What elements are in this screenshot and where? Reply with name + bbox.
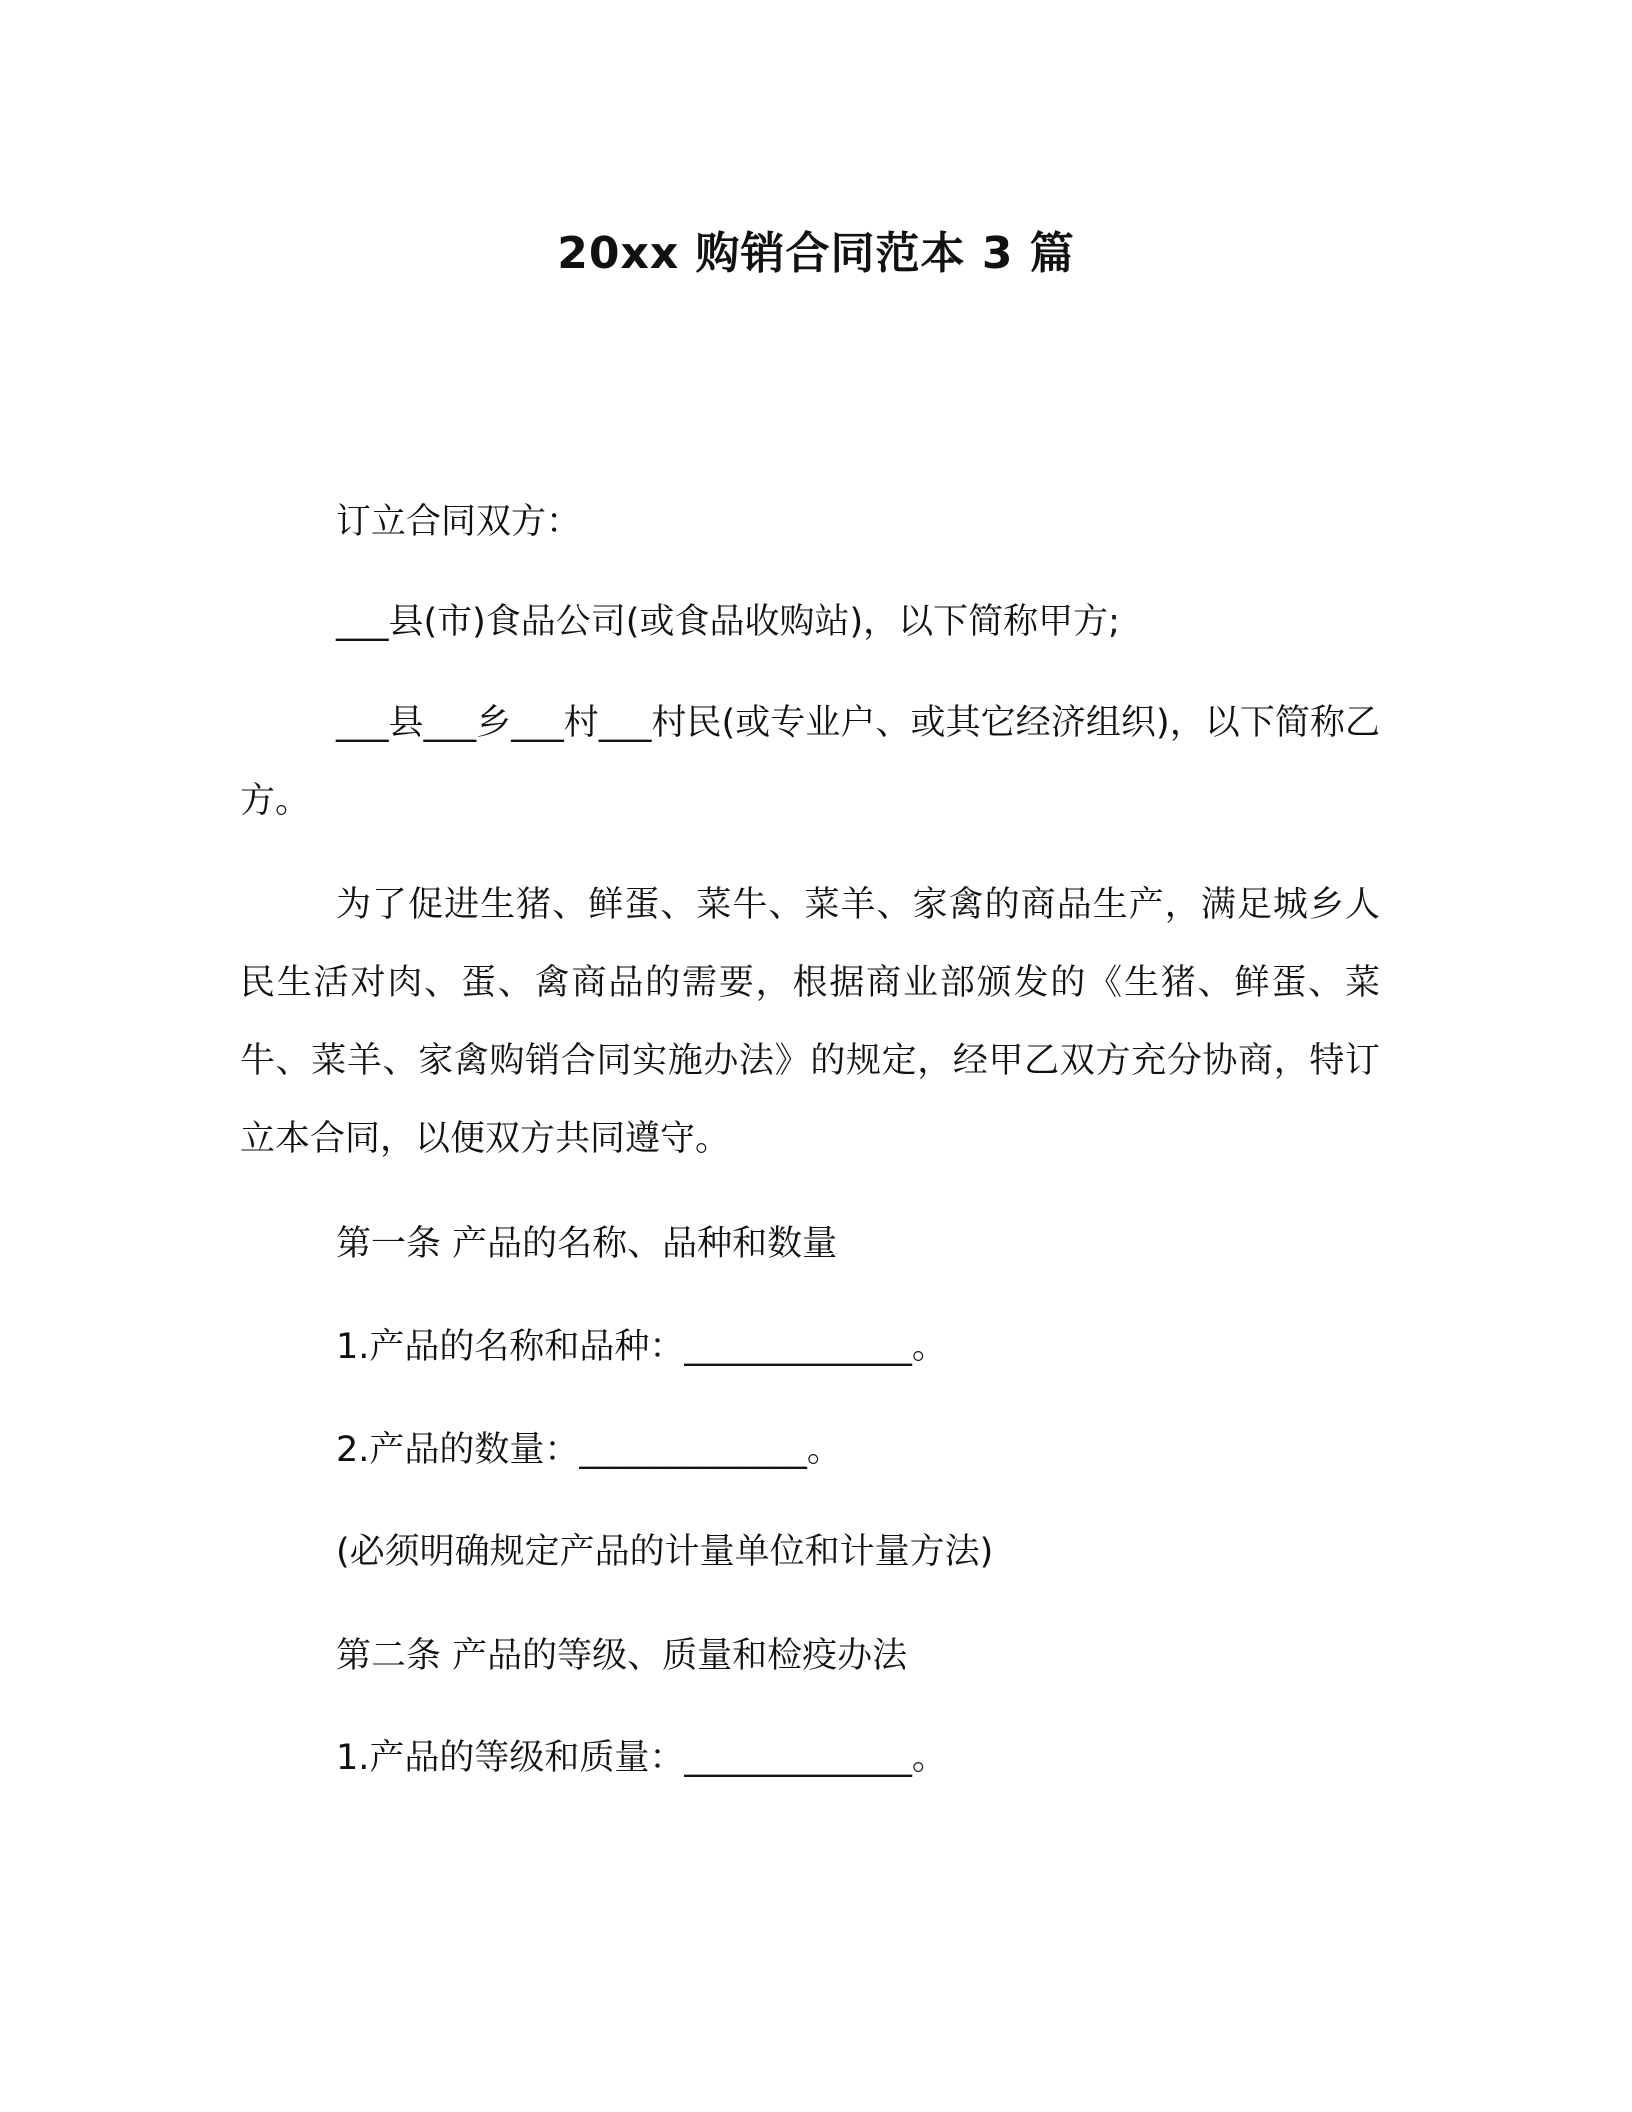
article-2-heading: 第二条 产品的等级、质量和检疫办法 (336, 1636, 908, 1676)
article-2-item-1: 1.产品的等级和质量：_____________。 (336, 1738, 947, 1778)
article-1-note: (必须明确规定产品的计量单位和计量方法) (336, 1532, 994, 1572)
paragraph-party-b: ___县___乡___村___村民(或专业户、或其它经济组织)，以下简称乙方。 (240, 703, 1380, 821)
document-title: 20xx 购销合同范本 3 篇 (557, 228, 1075, 279)
article-1-heading: 第一条 产品的名称、品种和数量 (336, 1224, 838, 1264)
article-1-item-1: 1.产品的名称和品种：_____________。 (336, 1327, 947, 1367)
paragraph-party-a: ___县(市)食品公司(或食品收购站)，以下简称甲方; (336, 602, 1120, 642)
paragraph-parties-heading: 订立合同双方： (336, 502, 582, 542)
article-1-item-2: 2.产品的数量：_____________。 (336, 1430, 842, 1470)
paragraph-purpose: 为了促进生猪、鲜蛋、菜牛、菜羊、家禽的商品生产，满足城乡人民生活对肉、蛋、禽商品的需要，根据商业部颁发的《生猪、鲜蛋、菜牛、菜羊、家禽购销合同实施办法》的规定，经甲乙双方充分协商，特订立本合同，以便双方共同遵守。 (240, 885, 1380, 1159)
